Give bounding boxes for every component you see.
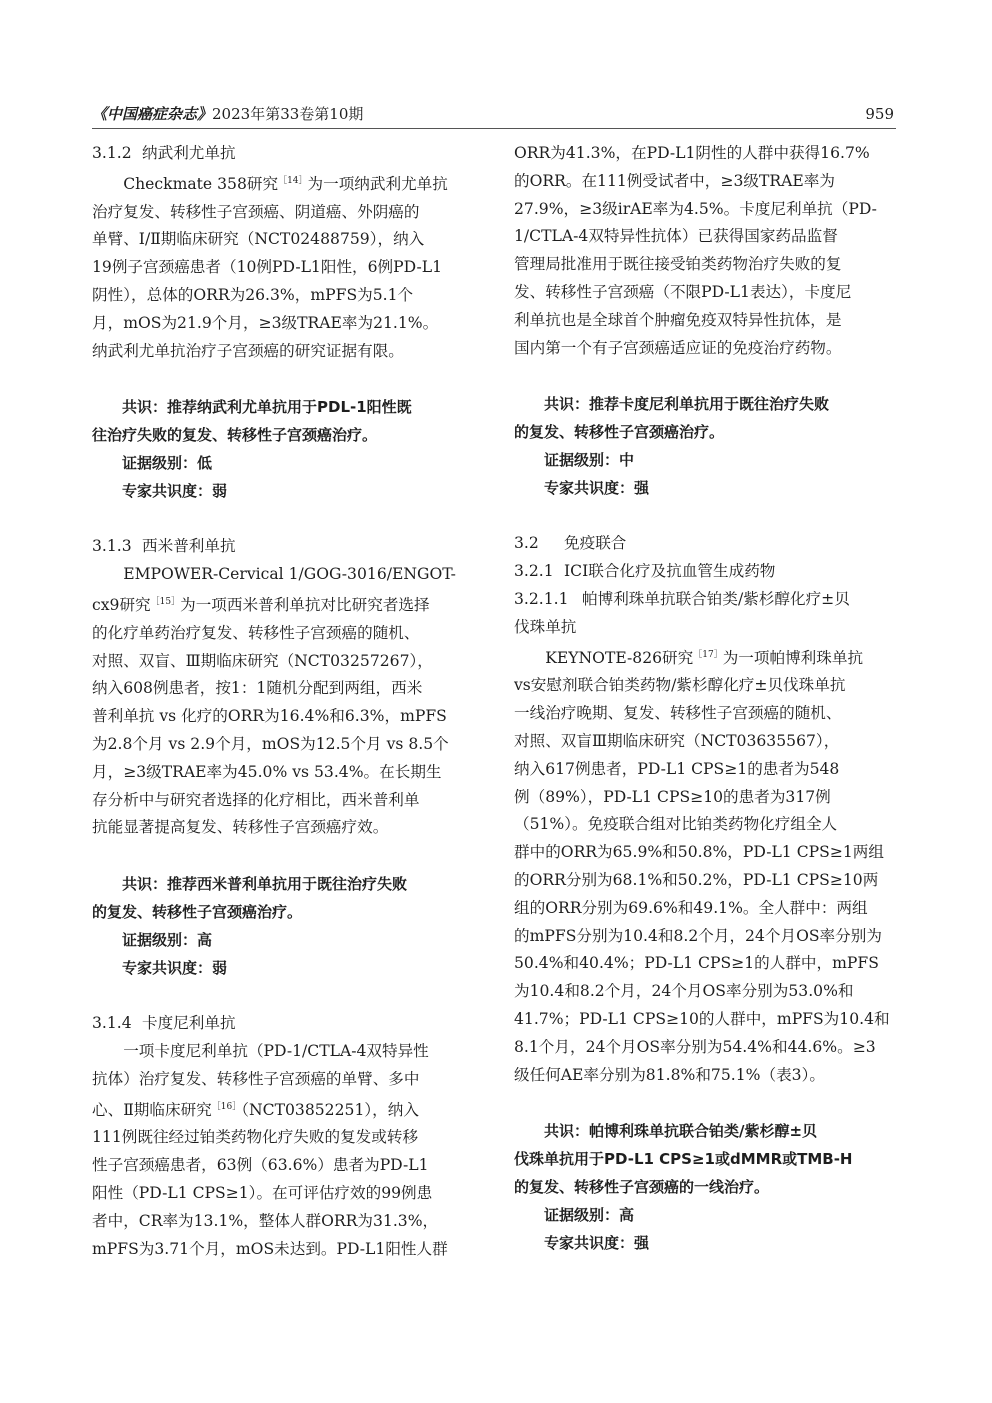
section-heading-3-1-4: 3.1.4 卡度尼利单抗: [92, 1014, 236, 1033]
right-column: [514, 140, 900, 1257]
journal-name: 《中国癌症杂志》: [92, 105, 213, 123]
expert-agreement: 专家共识度：强: [544, 479, 650, 498]
section-heading-3-1-3: 3.1.3 西米普利单抗: [92, 537, 236, 556]
left-column: [92, 140, 478, 1263]
expert-agreement: 专家共识度：弱: [122, 482, 228, 501]
consensus-cadonilimab: 共识：推荐卡度尼利单抗用于既往治疗失败 的复发、转移性子宫颈癌治疗。 证据级别：中 专家共识度：强: [514, 390, 900, 502]
expert-agreement: 专家共识度：强: [544, 1234, 650, 1253]
paragraph-cemiplimab: EMPOWER-Cervical 1/GOG-3016/ENGOT- cx9研究$^{[15]}$为一项西米普利单抗对比研究者选择 的化疗单药治疗复发、转移性子宫颈癌的随机、 对照、双盲、Ⅲ期临床研究（NCT03257267）， 纳入608例患者，按1：1随机分配到两组，西米 普利单抗 vs 化疗的ORR为16.4%和6.3%，mPFS 为2.8个月 vs 2.9个月，mOS为12.5个月 vs 8.5个 月，≥3级TRAE率为45.0% vs 53.4%。在长期生 存分析中与研究者选择的化疗相比，西米普利单 抗能显著提高复发、转移性子宫颈癌疗效。: [92, 565, 456, 837]
expert-agreement: 专家共识度：弱: [122, 959, 228, 978]
paragraph-pembrolizumab: KEYNOTE-826研究$^{[17]}$为一项帕博利珠单抗 vs安慰剂联合铂类药物/紫杉醇化疗±贝伐珠单抗 一线治疗晚期、复发、转移性子宫颈癌的随机、 对照、双盲Ⅲ期临床研究（NCT03635567）， 纳入617例患者，PD-L1 CPS≥1的患者为548 例（89%），PD-L1 CPS≥10的患者为317例 （51%）。免疫联合组对比铂类药物化疗组全人 群中的ORR为65.9%和50.8%，PD-L1 CPS≥1两组 的ORR分别为68.1%和50.2%，PD-L1 CPS≥10两 组的ORR分别为69.6%和49.1%。全人群中：两组 的mPFS分别为10.4和8.2个月，24个月OS率分别为 50.4%和40.4%；PD-L1 CPS≥1的人群中，mPFS 为10.4和8.2个月，24个月OS率分别为53.0%和 41.7%；PD-L1 CPS≥10的人群中，mPFS为10.4和 8.1个月，24个月OS率分别为54.4%和44.6%。≥3 级任何AE率分别为81.8%和75.1%（表3）。: [514, 648, 890, 1084]
section-heading-3-1-2: 3.1.2 纳武利尤单抗: [92, 144, 236, 162]
citation-ref-15[interactable]: ［15］: [150, 596, 181, 607]
consensus-cemiplimab: 共识：推荐西米普利单抗用于既往治疗失败 的复发、转移性子宫颈癌治疗。 证据级别：高 专家共识度：弱: [92, 870, 478, 982]
paragraph-nivolumab: Checkmate 358研究$^{[14]}$为一项纳武利尤单抗 治疗复发、转移性子宫颈癌、阴道癌、外阴癌的 单臂、I/Ⅱ期临床研究（NCT02488759），纳入 19例子宫颈癌患者（10例PD-L1阳性，6例PD-L1 阴性），总体的ORR为26.3%，mPFS为5.1个 月，mOS为21.9个月，≥3级TRAE率为21.1%。 纳武利尤单抗治疗子宫颈癌的研究证据有限。: [92, 174, 448, 360]
journal-citation: [92, 104, 363, 124]
citation-ref-16[interactable]: ［16］: [211, 1101, 242, 1112]
journal-issue: 2023年第33卷第10期: [212, 105, 364, 123]
paragraph-cadonilimab: 一项卡度尼利单抗（PD-1/CTLA-4双特异性 抗体）治疗复发、转移性子宫颈癌的单臂、多中 心、Ⅱ期临床研究$^{[16]}$（NCT03852251），纳入 111例既往经过铂类药物化疗失败的复发或转移 性子宫颈癌患者，63例（63.6%）患者为PD-L1 阳性（PD-L1 CPS≥1）。在可评估疗效的99例患 者中，CR率为13.1%，整体人群ORR为31.3%， mPFS为3.71个月，mOS未达到。PD-L1阳性人群: [92, 1041, 448, 1258]
section-heading-3-2: 3.2 免疫联合: [514, 534, 627, 553]
running-header: [92, 104, 896, 129]
section-heading-3-2-1: 3.2.1 ICI联合化疗及抗血管生成药物: [514, 562, 776, 581]
page-number: 959: [865, 105, 894, 123]
citation-ref-17[interactable]: ［17］: [693, 649, 723, 660]
evidence-level: 证据级别：高: [122, 931, 213, 950]
paragraph-cadonilimab-continued: ORR为41.3%，在PD-L1阴性的人群中获得16.7% 的ORR。在111例受试者中，≥3级TRAE率为 27.9%，≥3级irAE率为4.5%。卡度尼利单抗（PD- 1/CTLA-4双特异性抗体）已获得国家药品监督 管理局批准用于既往接受铂类药物治疗失败的复 发、转移性子宫颈癌（不限PD-L1表达），卡度尼 利单抗也是全球首个肿瘤免疫双特异性抗体，是 国内第一个有子宫颈癌适应证的免疫治疗药物。: [514, 144, 877, 357]
citation-ref-14[interactable]: ［14］: [278, 175, 308, 186]
section-heading-3-2-1-1: 3.2.1.1 帕博利珠单抗联合铂类/紫杉醇化疗±贝: [514, 589, 850, 608]
evidence-level: 证据级别：低: [122, 454, 213, 473]
evidence-level: 证据级别：高: [544, 1206, 635, 1225]
consensus-pembrolizumab: 共识：帕博利珠单抗联合铂类/紫杉醇±贝 伐珠单抗用于PD-L1 CPS≥1或dMMR或TMB-H 的复发、转移性子宫颈癌的一线治疗。 证据级别：高 专家共识度：强: [514, 1117, 900, 1257]
section-heading-3-2-1-1-cont: 伐珠单抗: [514, 617, 577, 636]
consensus-nivolumab: 共识：推荐纳武利尤单抗用于PDL-1阳性既 往治疗失败的复发、转移性子宫颈癌治疗。 证据级别：低 专家共识度：弱: [92, 393, 478, 505]
evidence-level: 证据级别：中: [544, 451, 635, 470]
